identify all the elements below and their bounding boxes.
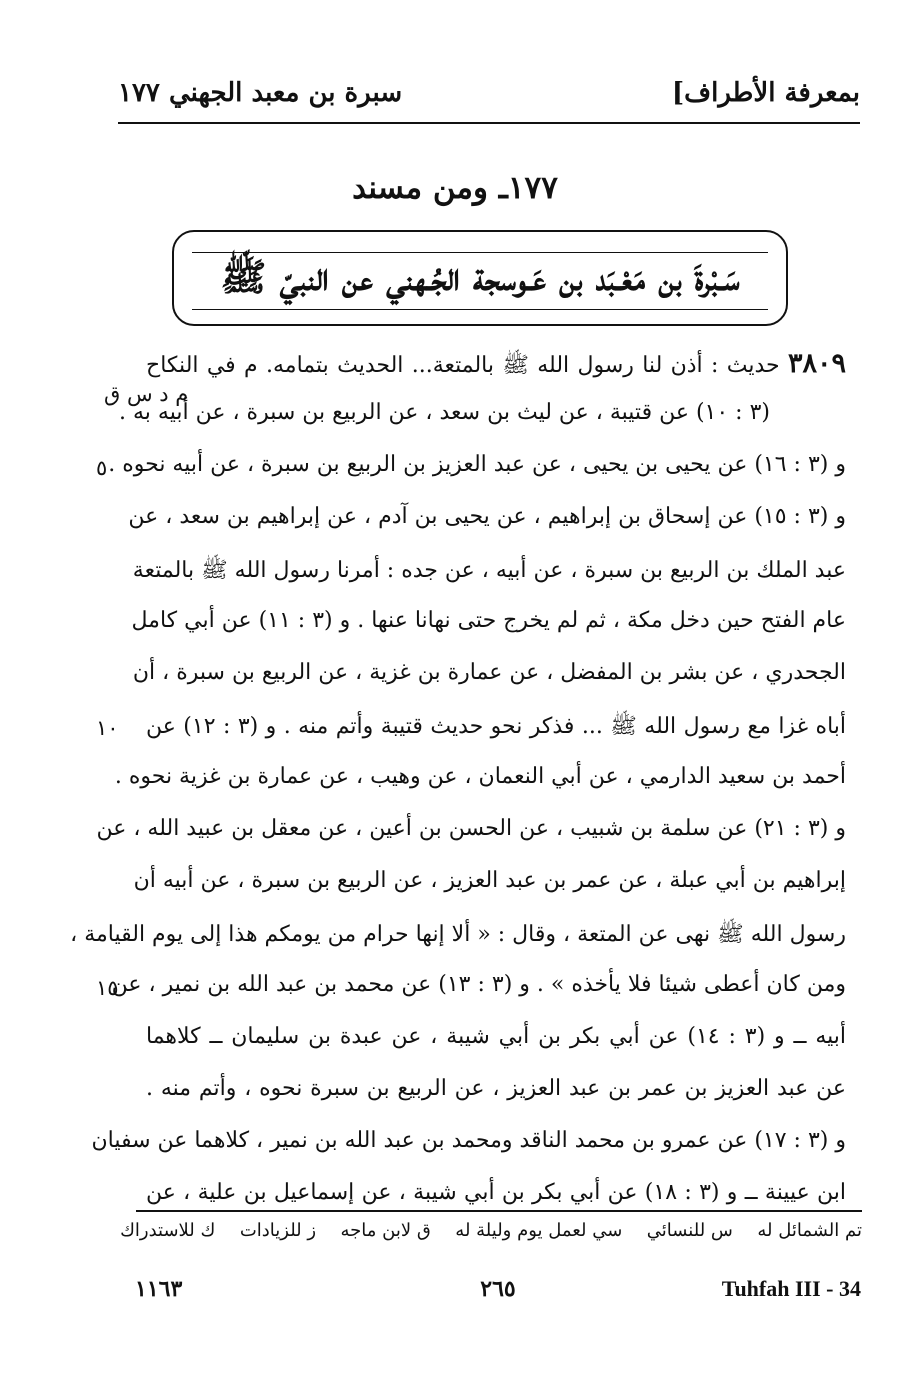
abbrev-shamail: تم الشمائل له	[757, 1220, 862, 1241]
footer-left-number: ١١٦٣	[135, 1276, 183, 1302]
text-line-11: إبراهيم بن أبي عبلة ، عن عمر بن عبد العزيز ، عن الربيع بن سبرة ، عن أبيه أن	[133, 868, 846, 893]
footnote-rule	[136, 1210, 862, 1212]
abbreviation-key	[120, 1220, 862, 1260]
text-line-10: و (٣ : ٢١) عن سلمة بن شبيب ، عن الحسن بن أعين ، عن معقل بن عبيد الله ، عن	[96, 816, 846, 841]
abbrev-istidrak: ك للاستدراك	[120, 1220, 216, 1241]
margin-codes: م د س ق	[104, 382, 189, 406]
running-header	[118, 78, 860, 122]
abbrev-amal-yawm: سي لعمل يوم وليلة له	[455, 1220, 623, 1241]
text-line-14: أبيه ــ و (٣ : ١٤) عن أبي بكر بن أبي شيبة ، عن عبدة بن سليمان ــ كلاهما	[146, 1024, 846, 1049]
text-line-8: أباه غزا مع رسول الله ﷺ ... فذكر نحو حديث قتيبة وأتم منه . و (٣ : ١٢) عن	[146, 714, 847, 739]
text-line-3: و (٣ : ١٦) عن يحيى بن يحيى ، عن عبد العزيز بن الربيع بن سبرة ، عن أبيه نحوه .	[108, 452, 846, 477]
abbrev-ibn-majah: ق لابن ماجه	[340, 1220, 431, 1241]
text-line-13: ومن كان أعطى شيئا فلا يأخذه » . و (٣ : ١٣) عن محمد بن عبد الله بن نمير ، عن	[111, 972, 846, 997]
abbrev-ziyadat: ز للزيادات	[239, 1220, 317, 1241]
header-left-title: سبرة بن معبد الجهني ١٧٧	[118, 78, 403, 108]
text-line-15: عن عبد العزيز بن عمر بن عبد العزيز ، عن الربيع بن سبرة نحوه ، وأتم منه .	[146, 1076, 846, 1101]
text-line-12: رسول الله ﷺ نهى عن المتعة ، وقال : « ألا إنها حرام من يومكم هذا إلى يوم القيامة ،	[70, 922, 846, 947]
text-line-2: (٣ : ١٠) عن قتيبة ، عن ليث بن سعد ، عن الربيع بن سبرة ، عن أبيه به .	[119, 400, 770, 425]
text-line-1	[146, 348, 846, 388]
text-line-5: عبد الملك بن الربيع بن سبرة ، عن أبيه ، عن جده : أمرنا رسول الله ﷺ بالمتعة	[132, 558, 846, 583]
footer-reference: Tuhfah III - 34	[721, 1276, 861, 1301]
header-right-title: بمعرفة الأطراف]	[671, 78, 860, 108]
margin-line-number-15: ١٥	[96, 976, 119, 1000]
margin-line-number-10: ١٠	[96, 716, 119, 740]
text-line-6: عام الفتح حين دخل مكة ، ثم لم يخرج حتى نهانا عنها . و (٣ : ١١) عن أبي كامل	[131, 608, 846, 633]
text-line-9: أحمد بن سعيد الدارمي ، عن أبي النعمان ، عن وهيب ، عن عمارة بن غزية نحوه .	[114, 764, 846, 789]
text-line-16: و (٣ : ١٧) عن عمرو بن محمد الناقد ومحمد بن عبد الله بن نمير ، كلاهما عن سفيان	[91, 1128, 846, 1153]
page-number: ٢٦٥	[480, 1276, 516, 1302]
text-line-17: ابن عيينة ــ و (٣ : ١٨) عن أبي بكر بن أبي شيبة ، عن إسماعيل بن علية ، عن	[146, 1180, 847, 1205]
narrator-name-box	[172, 230, 788, 326]
header-rule	[118, 122, 860, 124]
text-line-1-content: حديث : أذن لنا رسول الله ﷺ بالمتعة... الحديث بتمامه. م في النكاح	[146, 353, 780, 378]
section-title: ١٧٧ـ ومن مسند	[352, 170, 558, 206]
text-line-7: الجحدري ، عن بشر بن المفضل ، عن عمارة بن غزية ، عن الربيع بن سبرة ، أن	[132, 660, 846, 685]
margin-dot: ٥	[96, 456, 108, 480]
text-line-4: و (٣ : ١٥) عن إسحاق بن إبراهيم ، عن يحيى بن آدم ، عن إبراهيم بن سعد ، عن	[128, 504, 846, 529]
hadith-number: ٣٨٠٩	[787, 348, 846, 379]
abbrev-nasai: س للنسائي	[646, 1220, 733, 1241]
page-footer	[135, 1276, 861, 1312]
narrator-name: سَـبْرةَ بن مَعْـبَد بن عَـوسجة الجُـهني عن النبيّ ﷺ	[220, 254, 740, 299]
